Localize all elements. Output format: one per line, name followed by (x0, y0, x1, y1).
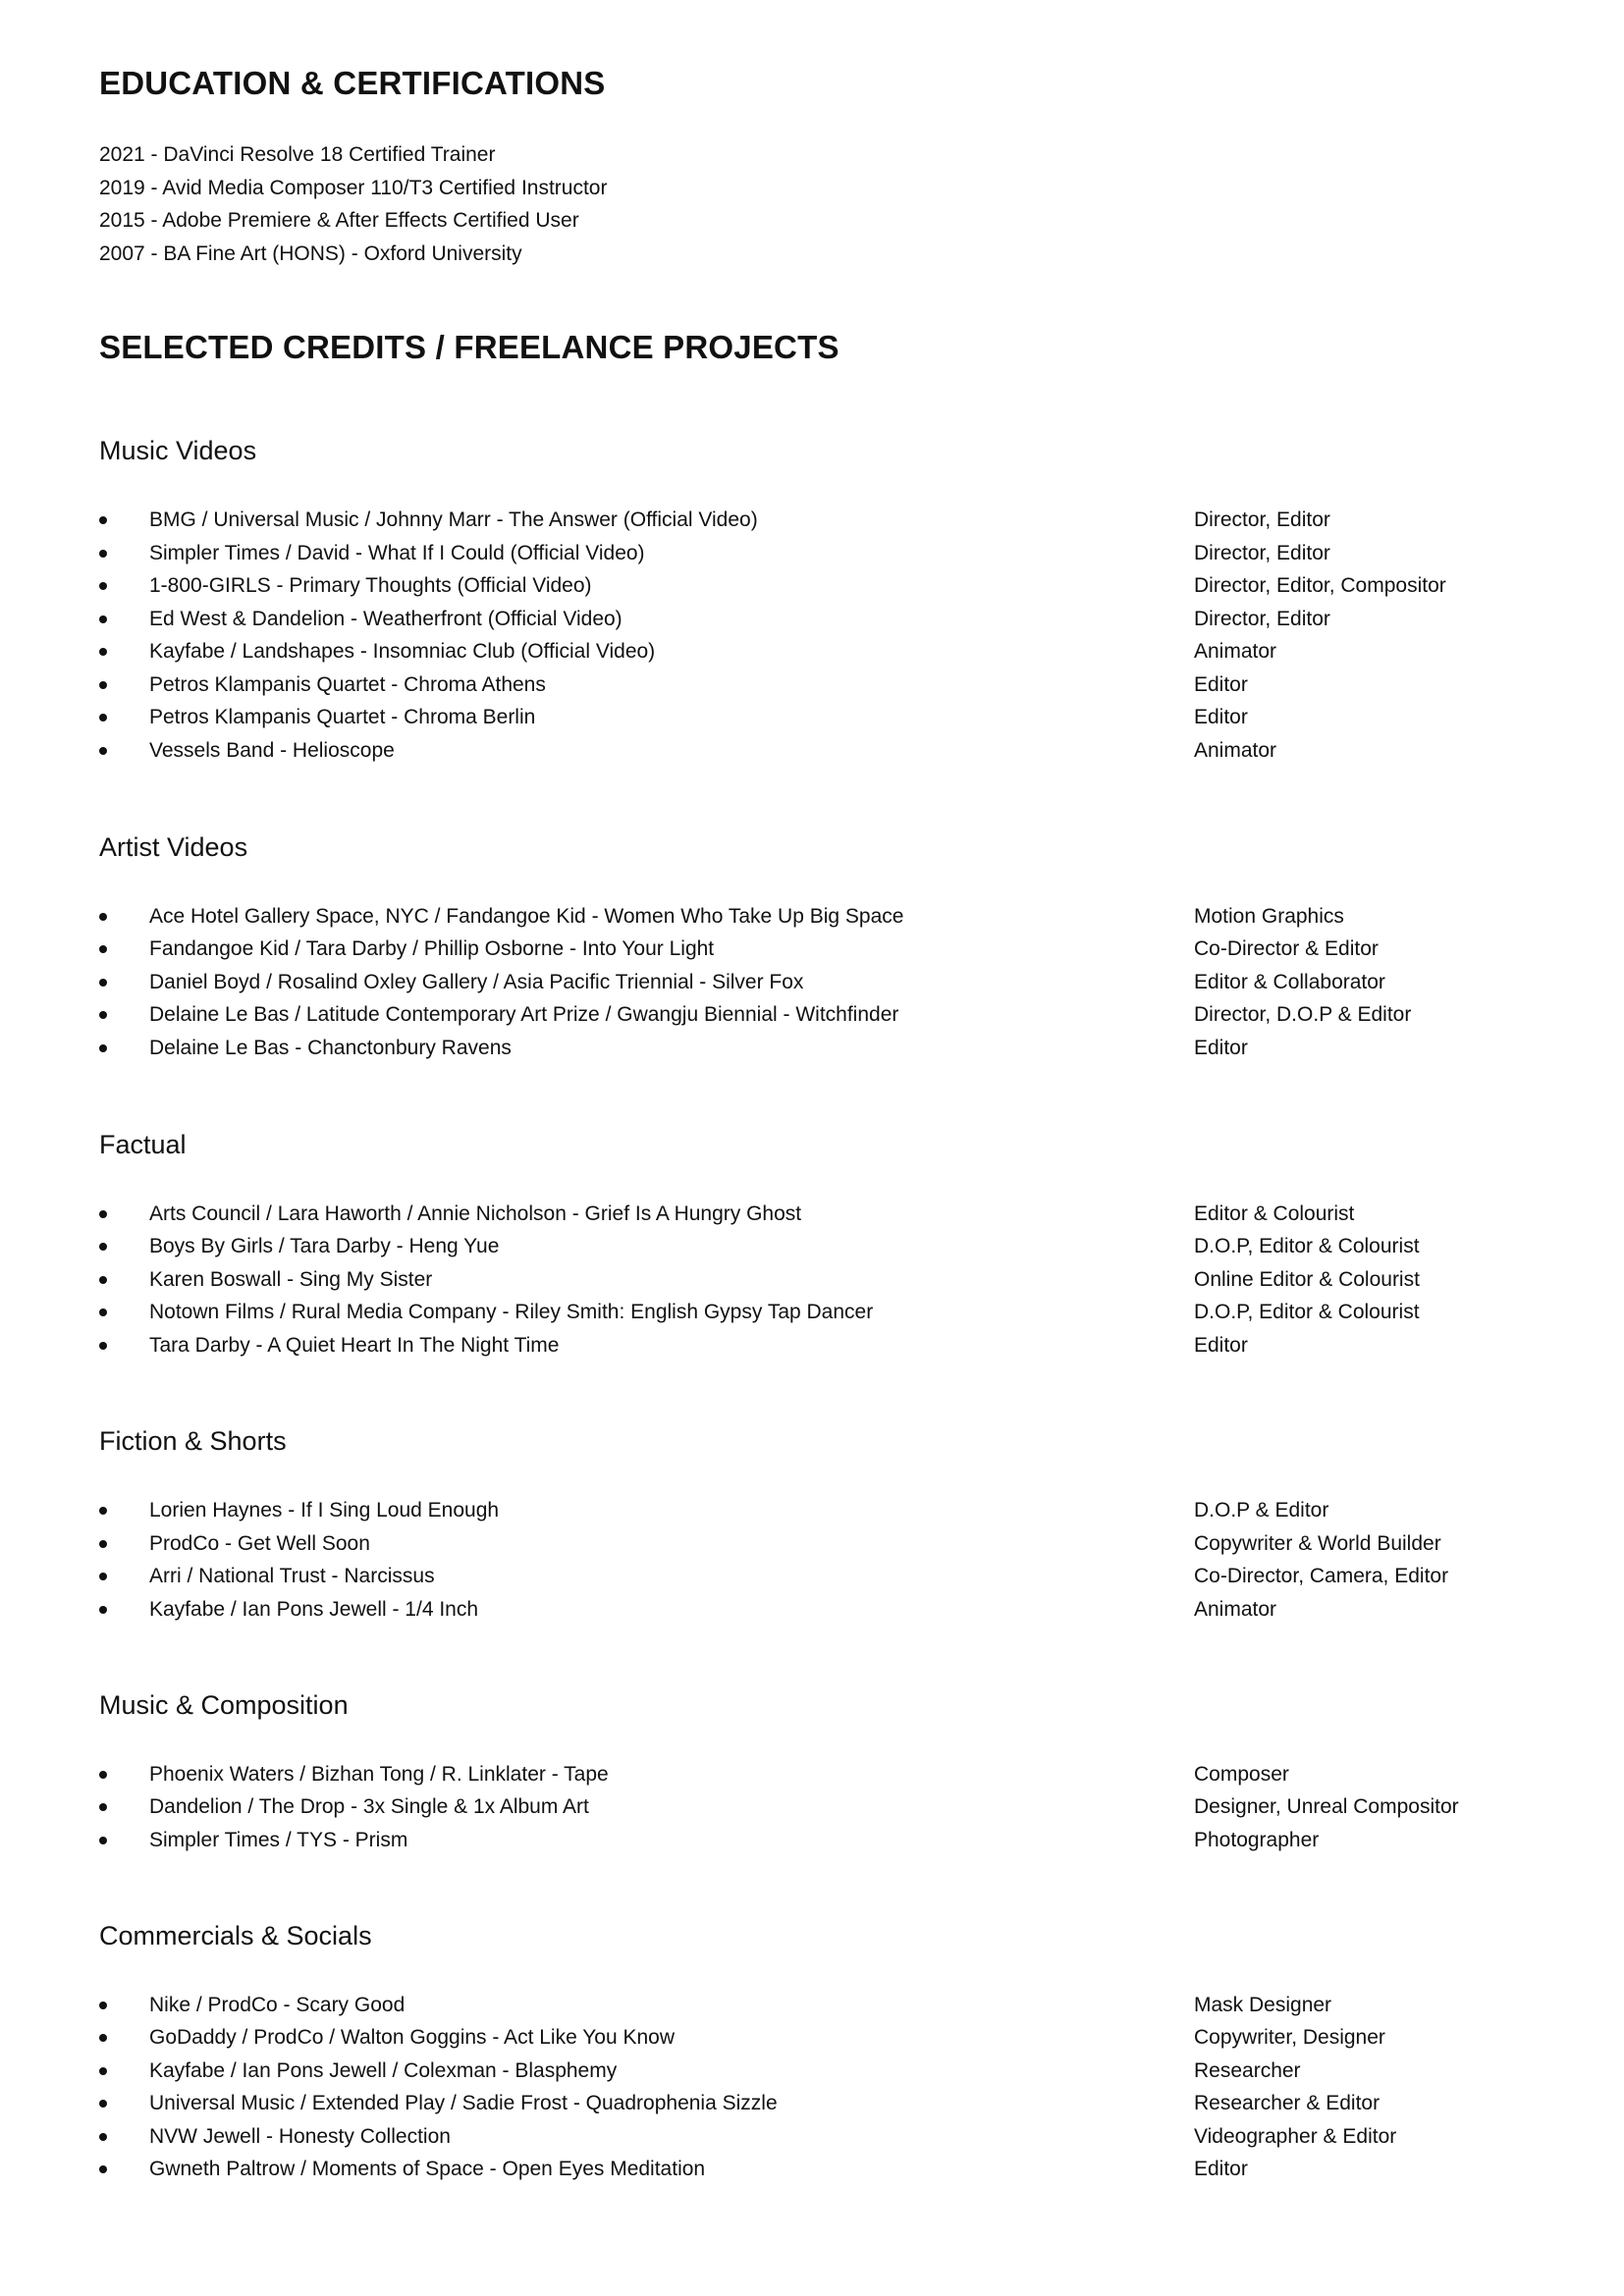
credit-role: D.O.P, Editor & Colourist (1194, 1301, 1420, 1323)
education-item: 2007 - BA Fine Art (HONS) - Oxford University (99, 242, 522, 265)
credit-row (99, 1561, 1533, 1592)
credit-role: D.O.P, Editor & Colourist (1194, 1235, 1420, 1257)
credit-title: Arri / National Trust - Narcissus (149, 1565, 435, 1587)
credit-role: Co-Director & Editor (1194, 937, 1379, 960)
credit-role: Photographer (1194, 1829, 1320, 1851)
credit-row (99, 1759, 1533, 1790)
credit-row (99, 735, 1533, 767)
credit-title: Dandelion / The Drop - 3x Single & 1x Album Art (149, 1795, 589, 1818)
credit-row (99, 604, 1533, 635)
credit-role: Editor (1194, 1037, 1248, 1059)
credit-row (99, 999, 1533, 1031)
credit-row (99, 934, 1533, 965)
credit-title: Fandangoe Kid / Tara Darby / Phillip Osborne - Into Your Light (149, 937, 715, 960)
bullet-icon (99, 2022, 107, 2054)
bullet-icon (99, 1825, 107, 1856)
credit-role: D.O.P & Editor (1194, 1499, 1329, 1522)
bullet-icon (99, 505, 107, 536)
section-title-music-composition: Music & Composition (99, 1690, 349, 1720)
credit-row (99, 1791, 1533, 1823)
credit-title: Petros Klampanis Quartet - Chroma Berlin (149, 706, 536, 728)
credit-title: 1-800-GIRLS - Primary Thoughts (Official Video) (149, 574, 592, 597)
credit-row (99, 967, 1533, 998)
credit-role: Animator (1194, 1598, 1277, 1621)
bullet-icon (99, 636, 107, 667)
credit-role: Editor & Collaborator (1194, 971, 1385, 993)
credit-title: NVW Jewell - Honesty Collection (149, 2125, 451, 2148)
credit-title: Lorien Haynes - If I Sing Loud Enough (149, 1499, 500, 1522)
bullet-icon (99, 2056, 107, 2087)
credit-title: Tara Darby - A Quiet Heart In The Night Time (149, 1334, 560, 1357)
credit-title: Notown Films / Rural Media Company - Riley Smith: English Gypsy Tap Dancer (149, 1301, 874, 1323)
bullet-icon (99, 1990, 107, 2021)
bullet-icon (99, 2121, 107, 2153)
credit-role: Director, D.O.P & Editor (1194, 1003, 1412, 1026)
credit-title: Delaine Le Bas - Chanctonbury Ravens (149, 1037, 512, 1059)
credit-role: Copywriter & World Builder (1194, 1532, 1441, 1555)
credit-title: Kayfabe / Ian Pons Jewell / Colexman - Blasphemy (149, 2059, 618, 2082)
credit-role: Copywriter, Designer (1194, 2026, 1385, 2049)
credit-row (99, 2088, 1533, 2119)
credit-row (99, 1825, 1533, 1856)
credit-title: Karen Boswall - Sing My Sister (149, 1268, 433, 1291)
credit-role: Editor (1194, 1334, 1248, 1357)
credit-role: Researcher & Editor (1194, 2092, 1380, 2114)
credit-row (99, 2056, 1533, 2087)
bullet-icon (99, 1594, 107, 1626)
credit-row (99, 1264, 1533, 1296)
bullet-icon (99, 1199, 107, 1230)
credit-role: Director, Editor (1194, 608, 1330, 630)
credit-role: Online Editor & Colourist (1194, 1268, 1420, 1291)
credit-title: Universal Music / Extended Play / Sadie Frost - Quadrophenia Sizzle (149, 2092, 778, 2114)
bullet-icon (99, 1033, 107, 1064)
credit-title: GoDaddy / ProdCo / Walton Goggins - Act Like You Know (149, 2026, 676, 2049)
credit-role: Director, Editor (1194, 542, 1330, 564)
bullet-icon (99, 999, 107, 1031)
credit-title: Daniel Boyd / Rosalind Oxley Gallery / Asia Pacific Triennial - Silver Fox (149, 971, 804, 993)
credit-title: Kayfabe / Landshapes - Insomniac Club (Official Video) (149, 640, 656, 663)
bullet-icon (99, 1561, 107, 1592)
section-title-commercials-socials: Commercials & Socials (99, 1921, 372, 1950)
credit-title: ProdCo - Get Well Soon (149, 1532, 370, 1555)
credit-title: Vessels Band - Helioscope (149, 739, 395, 762)
bullet-icon (99, 669, 107, 701)
education-item: 2015 - Adobe Premiere & After Effects Certified User (99, 209, 579, 232)
bullet-icon (99, 2088, 107, 2119)
bullet-icon (99, 1297, 107, 1328)
credit-role: Animator (1194, 739, 1277, 762)
credit-title: Kayfabe / Ian Pons Jewell - 1/4 Inch (149, 1598, 479, 1621)
education-item: 2021 - DaVinci Resolve 18 Certified Trainer (99, 143, 496, 166)
section-title-artist-videos: Artist Videos (99, 832, 248, 862)
credit-title: Gwneth Paltrow / Moments of Space - Open Eyes Meditation (149, 2158, 706, 2180)
education-item: 2019 - Avid Media Composer 110/T3 Certified Instructor (99, 177, 608, 199)
credit-row (99, 901, 1533, 933)
credit-role: Animator (1194, 640, 1277, 663)
bullet-icon (99, 735, 107, 767)
credit-row (99, 1528, 1533, 1560)
credit-role: Designer, Unreal Compositor (1194, 1795, 1459, 1818)
bullet-icon (99, 967, 107, 998)
bullet-icon (99, 1528, 107, 1560)
credit-role: Co-Director, Camera, Editor (1194, 1565, 1449, 1587)
bullet-icon (99, 1264, 107, 1296)
credit-role: Editor (1194, 2158, 1248, 2180)
credit-row (99, 2154, 1533, 2185)
credits-heading: SELECTED CREDITS / FREELANCE PROJECTS (99, 329, 839, 365)
section-title-music-videos: Music Videos (99, 436, 257, 465)
credit-title: Simpler Times / David - What If I Could (Official Video) (149, 542, 645, 564)
credit-row (99, 2121, 1533, 2153)
credit-row (99, 1594, 1533, 1626)
credit-role: Director, Editor (1194, 508, 1330, 531)
credit-row (99, 636, 1533, 667)
credit-title: Boys By Girls / Tara Darby - Heng Yue (149, 1235, 500, 1257)
credit-role: Videographer & Editor (1194, 2125, 1397, 2148)
credit-row (99, 1199, 1533, 1230)
bullet-icon (99, 1759, 107, 1790)
credit-title: Ace Hotel Gallery Space, NYC / Fandangoe Kid - Women Who Take Up Big Space (149, 905, 904, 928)
credit-title: Nike / ProdCo - Scary Good (149, 1994, 406, 2016)
credit-title: Petros Klampanis Quartet - Chroma Athens (149, 673, 546, 696)
credit-row (99, 2022, 1533, 2054)
section-title-fiction-shorts: Fiction & Shorts (99, 1426, 287, 1456)
credit-role: Editor (1194, 673, 1248, 696)
bullet-icon (99, 934, 107, 965)
credit-row (99, 1330, 1533, 1362)
credit-row (99, 1297, 1533, 1328)
credit-row (99, 538, 1533, 569)
credit-row (99, 702, 1533, 733)
bullet-icon (99, 604, 107, 635)
credit-title: Delaine Le Bas / Latitude Contemporary Art Prize / Gwangju Biennial - Witchfinder (149, 1003, 899, 1026)
credit-row (99, 1495, 1533, 1526)
credit-row (99, 570, 1533, 602)
credit-role: Composer (1194, 1763, 1289, 1786)
credit-role: Director, Editor, Compositor (1194, 574, 1446, 597)
credit-row (99, 1231, 1533, 1262)
credit-title: Phoenix Waters / Bizhan Tong / R. Linklater - Tape (149, 1763, 609, 1786)
credit-row (99, 669, 1533, 701)
bullet-icon (99, 1495, 107, 1526)
credit-title: BMG / Universal Music / Johnny Marr - The Answer (Official Video) (149, 508, 758, 531)
credit-row (99, 505, 1533, 536)
bullet-icon (99, 1231, 107, 1262)
credit-title: Ed West & Dandelion - Weatherfront (Official Video) (149, 608, 623, 630)
credit-role: Researcher (1194, 2059, 1301, 2082)
credit-role: Mask Designer (1194, 1994, 1332, 2016)
section-title-factual: Factual (99, 1130, 187, 1159)
bullet-icon (99, 1330, 107, 1362)
bullet-icon (99, 2154, 107, 2185)
bullet-icon (99, 901, 107, 933)
bullet-icon (99, 702, 107, 733)
credit-row (99, 1033, 1533, 1064)
education-heading: EDUCATION & CERTIFICATIONS (99, 65, 606, 101)
credit-title: Arts Council / Lara Haworth / Annie Nicholson - Grief Is A Hungry Ghost (149, 1202, 802, 1225)
credit-title: Simpler Times / TYS - Prism (149, 1829, 408, 1851)
credit-role: Editor & Colourist (1194, 1202, 1355, 1225)
credit-row (99, 1990, 1533, 2021)
bullet-icon (99, 570, 107, 602)
bullet-icon (99, 1791, 107, 1823)
credit-role: Editor (1194, 706, 1248, 728)
credit-role: Motion Graphics (1194, 905, 1344, 928)
bullet-icon (99, 538, 107, 569)
